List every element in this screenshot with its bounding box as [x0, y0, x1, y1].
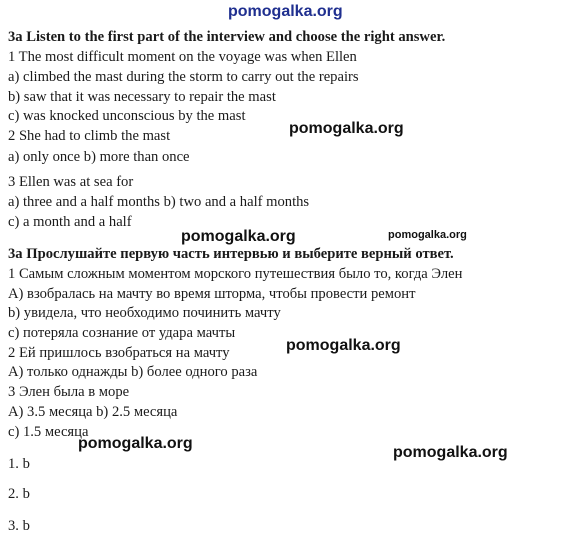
- russian-heading: 3a Прослушайте первую часть интервью и выберите верный ответ.: [8, 246, 454, 262]
- watermark: pomogalka.org: [388, 229, 467, 241]
- watermark: pomogalka.org: [181, 228, 296, 245]
- question-2-options: a) only once b) more than once: [8, 149, 190, 165]
- russian-question-3-options-ab: А) 3.5 месяца b) 2.5 месяца: [8, 404, 178, 420]
- question-3-option-c: c) a month and a half: [8, 214, 132, 230]
- question-2: 2 She had to climb the mast: [8, 128, 171, 144]
- russian-question-2: 2 Ей пришлось взобраться на мачту: [8, 345, 230, 361]
- answer-3: 3. b: [8, 518, 30, 534]
- question-3: 3 Ellen was at sea for: [8, 174, 134, 190]
- answer-2: 2. b: [8, 486, 30, 502]
- question-1: 1 The most difficult moment on the voyage was when Ellen: [8, 49, 357, 65]
- watermark-top: pomogalka.org: [228, 3, 343, 20]
- russian-question-3-option-c: с) 1.5 месяца: [8, 424, 89, 440]
- question-1-option-a: a) climbed the mast during the storm to carry out the repairs: [8, 69, 359, 85]
- russian-question-1-option-c: с) потеряла сознание от удара мачты: [8, 325, 236, 341]
- watermark: pomogalka.org: [286, 337, 401, 354]
- watermark: pomogalka.org: [393, 444, 508, 461]
- russian-question-1-option-a: А) взобралась на мачту во время шторма, чтобы провести ремонт: [8, 286, 416, 302]
- answer-1: 1. b: [8, 456, 30, 472]
- watermark: pomogalka.org: [78, 435, 193, 452]
- watermark: pomogalka.org: [289, 120, 404, 137]
- russian-question-2-options: А) только однажды b) более одного раза: [8, 364, 258, 380]
- question-3-options-ab: a) three and a half months b) two and a half months: [8, 194, 310, 210]
- russian-question-3: 3 Элен была в море: [8, 384, 130, 400]
- question-1-option-b: b) saw that it was necessary to repair the mast: [8, 89, 276, 105]
- question-1-option-c: c) was knocked unconscious by the mast: [8, 108, 246, 124]
- russian-question-1: 1 Самым сложным моментом морского путешествия было то, когда Элен: [8, 266, 463, 282]
- english-heading: 3a Listen to the first part of the interview and choose the right answer.: [8, 29, 446, 45]
- russian-question-1-option-b: b) увидела, что необходимо починить мачту: [8, 305, 281, 321]
